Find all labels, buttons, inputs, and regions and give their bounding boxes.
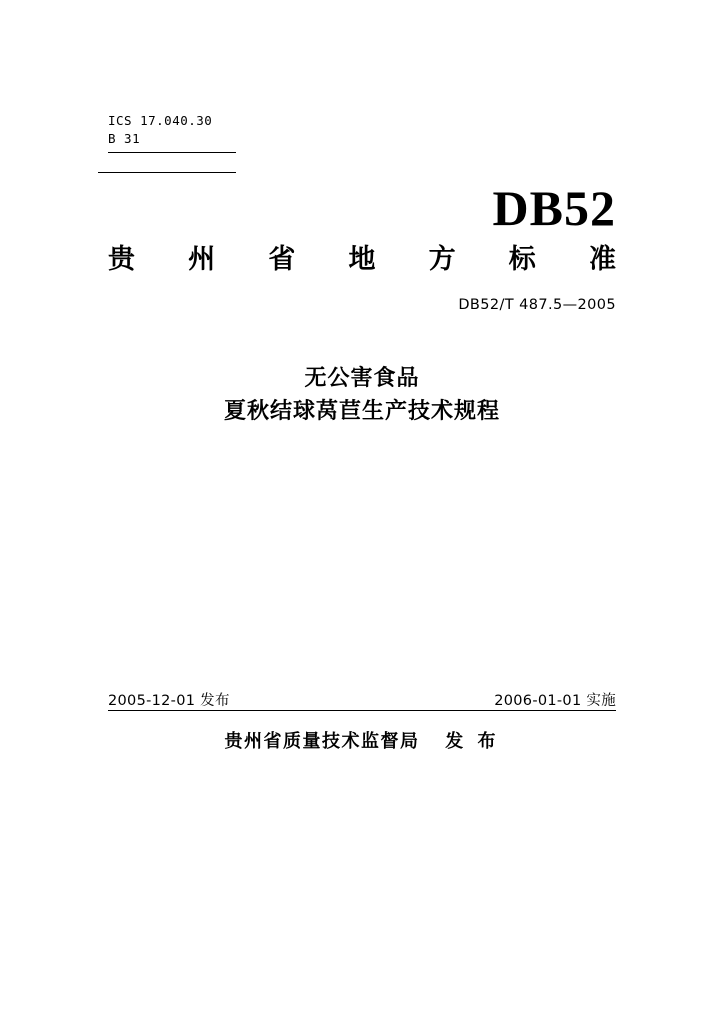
- title-line-2: 夏秋结球莴苣生产技术规程: [223, 399, 500, 424]
- standard-number: DB52/T 487.5—2005: [458, 297, 616, 313]
- header-rule-upper: [108, 152, 236, 153]
- publisher-suffix: 发 布: [445, 731, 500, 752]
- header-rule-lower: [98, 172, 236, 173]
- ics-number: ICS 17.040.30: [108, 113, 213, 128]
- classification-code: B 31: [108, 131, 141, 146]
- title-line-1: 无公害食品: [304, 366, 420, 391]
- heading-char-1: 贵: [108, 244, 135, 275]
- publisher-name: 贵州省质量技术监督局: [224, 731, 420, 752]
- date-row: [108, 689, 616, 710]
- heading-char-7: 准: [588, 244, 616, 275]
- document-title: [0, 363, 724, 429]
- effective-date: 2006-01-01 实施: [494, 693, 616, 709]
- issue-date: 2005-12-01 发布: [108, 693, 230, 709]
- footer-rule: [108, 710, 616, 711]
- heading-char-2: 州: [188, 244, 216, 275]
- heading-char-3: 省: [268, 244, 296, 275]
- heading-char-5: 方: [428, 244, 456, 275]
- heading-char-6: 标: [508, 244, 536, 275]
- heading-char-4: 地: [348, 244, 376, 275]
- publisher-row: [0, 727, 724, 753]
- standard-mark: DB52: [492, 180, 616, 236]
- standard-heading: [108, 243, 616, 277]
- ics-block: [108, 112, 368, 148]
